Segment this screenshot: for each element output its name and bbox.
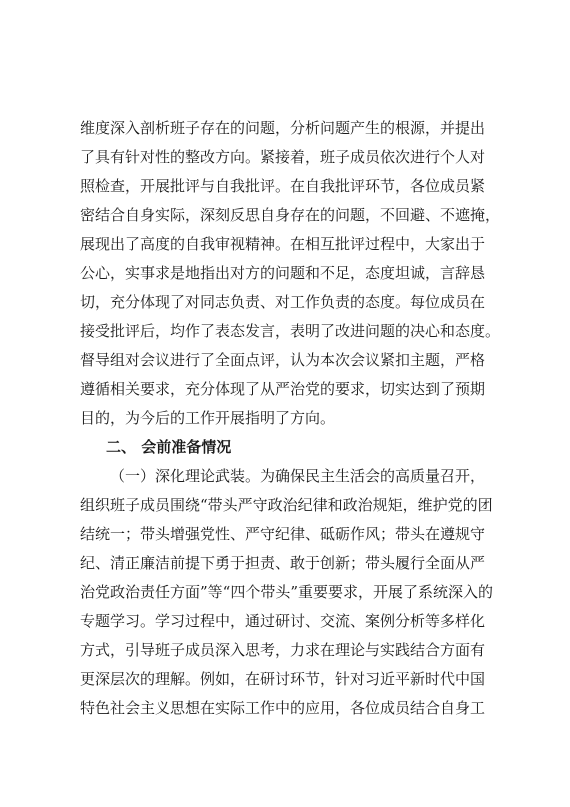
body-text-line: （一）深化理论武装。为确保民主生活会的高质量召开，: [110, 467, 486, 485]
body-text-line: 公心，实事求是地指出对方的问题和不足，态度坦诚，言辞恳: [80, 264, 486, 282]
body-text-line: 展现出了高度的自我审视精神。在相互批评过程中，大家出于: [80, 235, 486, 253]
body-text-line: 遵循相关要求，充分体现了从严治党的要求，切实达到了预期: [80, 380, 486, 398]
body-text-line: 组织班子成员围绕“带头严守政治纪律和政治规矩，维护党的团: [80, 496, 493, 514]
body-text-line: 特色社会主义思想在实际工作中的应用，各位成员结合自身工: [80, 699, 486, 717]
body-text-line: 切，充分体现了对同志负责、对工作负责的态度。每位成员在: [80, 293, 486, 311]
section-heading: 二、 会前准备情况: [106, 438, 232, 456]
body-text-line: 接受批评后，均作了表态发言，表明了改进问题的决心和态度。: [80, 322, 500, 340]
body-text-line: 照检查，开展批评与自我批评。在自我批评环节，各位成员紧: [80, 177, 486, 195]
body-text-line: 治党政治责任方面”等“四个带头”重要要求，开展了系统深入的: [80, 583, 494, 601]
body-text-line: 目的，为今后的工作开展指明了方向。: [80, 409, 336, 427]
body-text-line: 纪、清正廉洁前提下勇于担责、敢于创新；带头履行全面从严: [80, 554, 486, 572]
body-text-line: 结统一；带头增强党性、严守纪律、砥砺作风；带头在遵规守: [80, 525, 486, 543]
body-text-line: 督导组对会议进行了全面点评，认为本次会议紧扣主题，严格: [80, 351, 486, 369]
body-text-line: 方式，引导班子成员深入思考，力求在理论与实践结合方面有: [80, 641, 486, 659]
body-text-line: 密结合自身实际，深刻反思自身存在的问题，不回避、不遮掩，: [80, 206, 500, 224]
body-text-line: 更深层次的理解。例如，在研讨环节，针对习近平新时代中国: [80, 670, 486, 688]
body-text-line: 了具有针对性的整改方向。紧接着，班子成员依次进行个人对: [80, 148, 486, 166]
body-text-line: 专题学习。学习过程中，通过研讨、交流、案例分析等多样化: [80, 612, 486, 630]
body-text-line: 维度深入剖析班子存在的问题，分析问题产生的根源，并提出: [80, 119, 486, 137]
